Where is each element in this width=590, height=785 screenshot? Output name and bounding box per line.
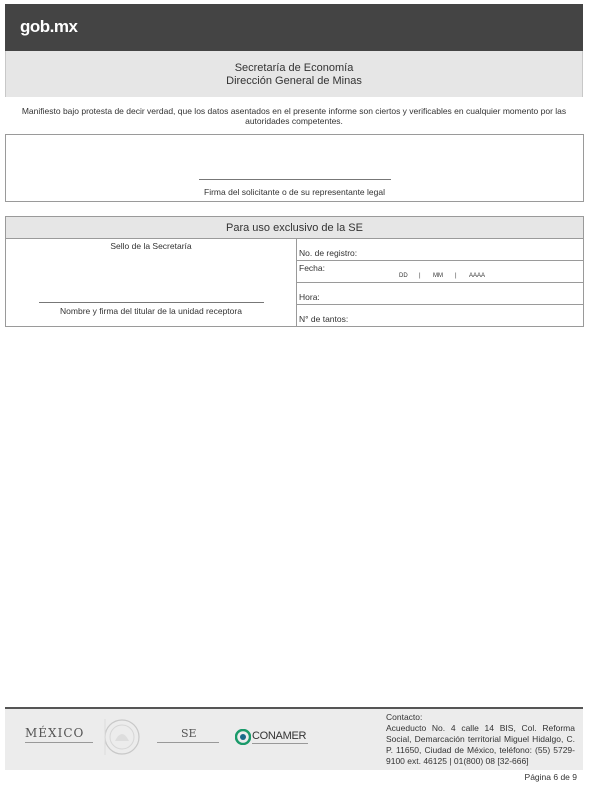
fecha-row — [297, 261, 583, 283]
titular-label: Nombre y firma del titular de la unidad receptora — [60, 306, 242, 316]
direccion-title: Dirección General de Minas — [226, 75, 362, 87]
registro-label: No. de registro: — [299, 248, 358, 258]
mexico-logo: MÉXICO — [25, 726, 85, 740]
date-sep-1: | — [419, 273, 421, 279]
signature-box — [5, 134, 584, 202]
secretaria-title: Secretaría de Economía — [234, 62, 354, 74]
mexico-logo-underline — [25, 742, 93, 743]
fecha-label: Fecha: — [299, 263, 325, 273]
conamer-logo: CONAMER — [252, 730, 307, 742]
footer — [5, 709, 583, 770]
agency-header — [5, 51, 583, 97]
protest-statement: Manifiesto bajo protesta de decir verdad, que los datos asentados en el presente informe son ciertos y verificables en cualquier momento por las autoridades competentes. — [21, 106, 567, 126]
signature-line — [199, 179, 391, 180]
se-logo: SE — [181, 727, 197, 740]
titular-signature-line — [39, 302, 264, 303]
hora-label: Hora: — [299, 292, 320, 302]
gobmx-logo: gob.mx — [20, 17, 78, 36]
conamer-underline — [252, 743, 308, 744]
se-exclusive-section — [5, 216, 584, 327]
tantos-row — [297, 305, 583, 326]
registry-fields — [297, 239, 583, 326]
signature-label: Firma del solicitante o de su representante legal — [204, 187, 385, 197]
se-section-title: Para uso exclusivo de la SE — [6, 217, 583, 239]
date-format-hints — [399, 273, 485, 279]
page-number: Página 6 de 9 — [524, 772, 577, 782]
tantos-label: N° de tantos: — [299, 314, 349, 324]
top-bar — [5, 4, 583, 51]
contact-info: Contacto: Acueducto No. 4 calle 14 BIS, Col. Reforma Social, Demarcación territorial Miguel Hidalgo, C. P. 11650, Ciudad de México, teléfono: (55) 5729-9100 ext. 46125 | 01(800) 08 [32-666] — [386, 712, 575, 766]
date-dd: DD — [399, 273, 408, 279]
conamer-icon — [235, 729, 251, 745]
registro-row — [297, 239, 583, 261]
date-sep-2: | — [455, 273, 457, 279]
se-logo-underline — [157, 742, 219, 743]
sello-label: Sello de la Secretaría — [110, 241, 192, 251]
date-aaaa: AAAA — [469, 273, 486, 279]
coat-of-arms-icon — [101, 717, 143, 757]
date-mm: MM — [433, 273, 443, 279]
hora-row — [297, 283, 583, 305]
sello-cell — [6, 239, 297, 326]
